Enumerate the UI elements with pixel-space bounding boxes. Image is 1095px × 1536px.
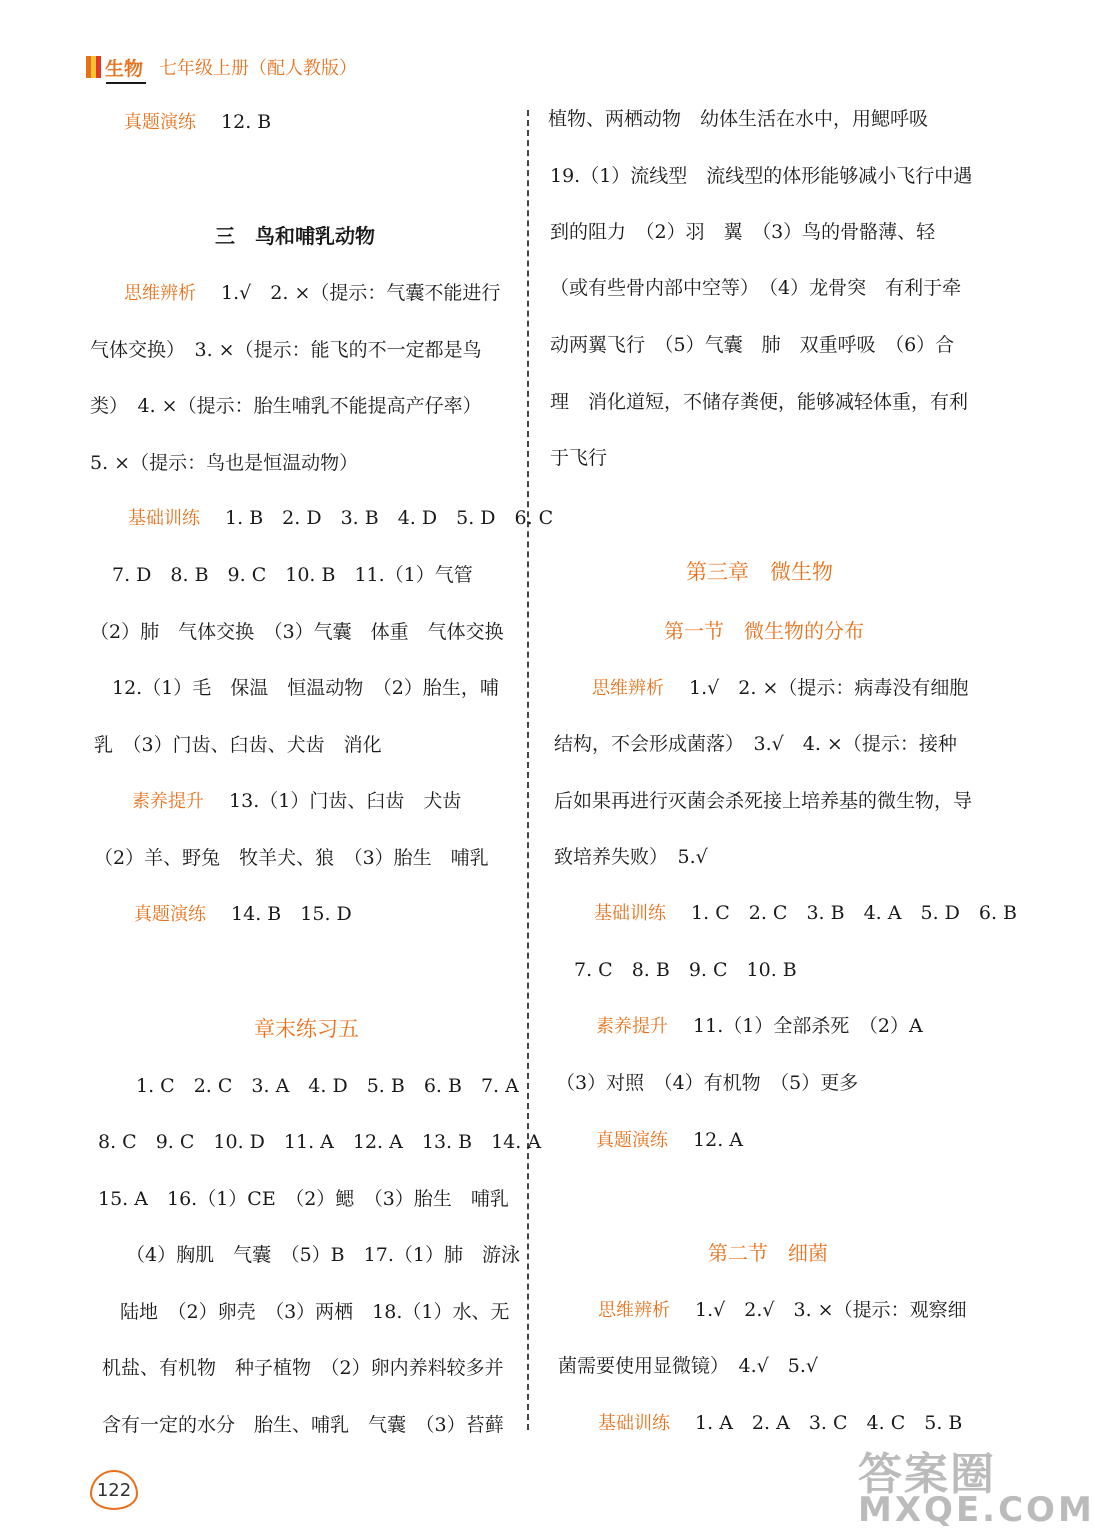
column-divider [527, 110, 529, 1430]
watermark-logo: 答案圈 [858, 1449, 996, 1500]
section-label: 基础训练 [128, 508, 200, 529]
answer-text: 1. C 2. C 3. B 4. A 5. D 6. B [691, 902, 1018, 924]
chapter-exercise-title: 章末练习五 [254, 1017, 359, 1041]
answer-text: 12. A [693, 1129, 744, 1151]
answer-line: （2）肺 气体交换 （3）气囊 体重 气体交换 [90, 621, 504, 643]
answer-line: 后如果再进行灭菌会杀死接上培养基的微生物，导 [554, 790, 973, 812]
header-underline [106, 82, 146, 84]
answer-line [132, 787, 461, 815]
answer-line: 5. ×（提示：鸟也是恒温动物） [90, 452, 359, 474]
answer-line [592, 674, 968, 702]
section-label: 真题演练 [134, 904, 206, 925]
section-label: 素养提升 [596, 1016, 668, 1037]
answer-line: 乳 （3）门齿、臼齿、犬齿 消化 [94, 734, 382, 756]
section-label: 素养提升 [132, 791, 204, 812]
chapter-title: 第三章 微生物 [686, 560, 833, 584]
answer-line: （4）胸肌 气囊 （5）B 17.（1）肺 游泳 [126, 1244, 520, 1266]
subject-logo-icon [86, 56, 101, 78]
header-grade: 七年级上册（配人教版） [159, 58, 358, 79]
section-label: 基础训练 [594, 903, 666, 924]
answer-line: 陆地 （2）卵壳 （3）两栖 18.（1）水、无 [120, 1301, 510, 1323]
section-label: 真题演练 [124, 112, 196, 133]
answer-line: 7. C 8. B 9. C 10. B [574, 959, 797, 981]
answer-line: 12.（1）毛 保温 恒温动物 （2）胎生，哺 [112, 677, 499, 699]
answer-line: 15. A 16.（1）CE （2）鳃 （3）胎生 哺乳 [98, 1188, 509, 1210]
answer-line [598, 1296, 967, 1324]
answer-text: 13.（1）门齿、臼齿 犬齿 [229, 790, 462, 812]
answer-line: 19.（1）流线型 流线型的体形能够减小飞行中遇 [550, 165, 973, 187]
answer-line [596, 1012, 923, 1040]
answer-text: 11.（1）全部杀死 （2）A [693, 1015, 923, 1037]
answer-line [128, 504, 553, 532]
section-title: 第二节 细菌 [708, 1241, 828, 1265]
answer-line: 8. C 9. C 10. D 11. A 12. A 13. B 14. A [98, 1131, 542, 1153]
answer-line: 动两翼飞行 （5）气囊 肺 双重呼吸 （6）合 [550, 334, 955, 356]
header-subject: 生物 [105, 57, 144, 80]
answer-text: 1.√ 2. ×（提示：病毒没有细胞 [689, 677, 969, 699]
answer-line: 到的阻力 （2）羽 翼 （3）鸟的骨骼薄、轻 [550, 221, 936, 243]
answer-line [596, 1126, 743, 1154]
answer-line: 7. D 8. B 9. C 10. B 11.（1）气管 [112, 564, 473, 586]
watermark-url: MXQE.COM [858, 1490, 1095, 1530]
section-label: 基础训练 [598, 1413, 670, 1434]
section-label: 真题演练 [596, 1130, 668, 1151]
answer-line: （3）对照 （4）有机物 （5）更多 [556, 1072, 859, 1094]
page-number: 122 [90, 1470, 138, 1510]
section-title: 第一节 微生物的分布 [664, 619, 864, 643]
answer-line [594, 899, 1017, 927]
answer-line: 机盐、有机物 种子植物 （2）卵内养料较多并 [102, 1357, 504, 1379]
answer-line: 菌需要使用显微镜） 4.√ 5.√ [558, 1355, 818, 1377]
answer-line [134, 900, 352, 928]
answer-text: 1.√ 2.√ 3. ×（提示：观察细 [695, 1299, 967, 1321]
section-label: 思维辨析 [124, 283, 196, 304]
answer-line: 植物、两栖动物 幼体生活在水中，用鳃呼吸 [548, 108, 929, 130]
answer-text: 14. B 15. D [231, 903, 352, 925]
section-label: 思维辨析 [598, 1300, 670, 1321]
answer-line: 理 消化道短，不储存粪便，能够减轻体重，有利 [550, 391, 969, 413]
answer-line: 于飞行 [550, 447, 608, 469]
answer-text: 1. A 2. A 3. C 4. C 5. B [695, 1412, 963, 1434]
page-header [86, 52, 357, 82]
section-label: 思维辨析 [592, 678, 664, 699]
answer-line: 含有一定的水分 胎生、哺乳 气囊 （3）苔藓 [102, 1414, 504, 1436]
answer-line: 致培养失败） 5.√ [554, 846, 708, 868]
answer-line [124, 108, 271, 136]
answer-line: （2）羊、野兔 牧羊犬、狼 （3）胎生 哺乳 [94, 847, 489, 869]
answer-line: 气体交换） 3. ×（提示：能飞的不一定都是鸟 [90, 339, 482, 361]
answer-line [598, 1409, 962, 1437]
section-title: 三 鸟和哺乳动物 [215, 224, 375, 248]
answer-line: （或有些骨内部中空等） （4）龙骨突 有利于牵 [550, 277, 962, 299]
answer-line: 1. C 2. C 3. A 4. D 5. B 6. B 7. A [136, 1075, 519, 1097]
answer-line: 类） 4. ×（提示：胎生哺乳不能提高产仔率） [90, 395, 482, 417]
answer-text: 1.√ 2. ×（提示：气囊不能进行 [221, 282, 501, 304]
answer-line [124, 279, 500, 307]
answer-text: 1. B 2. D 3. B 4. D 5. D 6. C [225, 507, 554, 529]
answer-line: 结构，不会形成菌落） 3.√ 4. ×（提示：接种 [554, 733, 957, 755]
answer-text: 12. B [221, 111, 272, 133]
